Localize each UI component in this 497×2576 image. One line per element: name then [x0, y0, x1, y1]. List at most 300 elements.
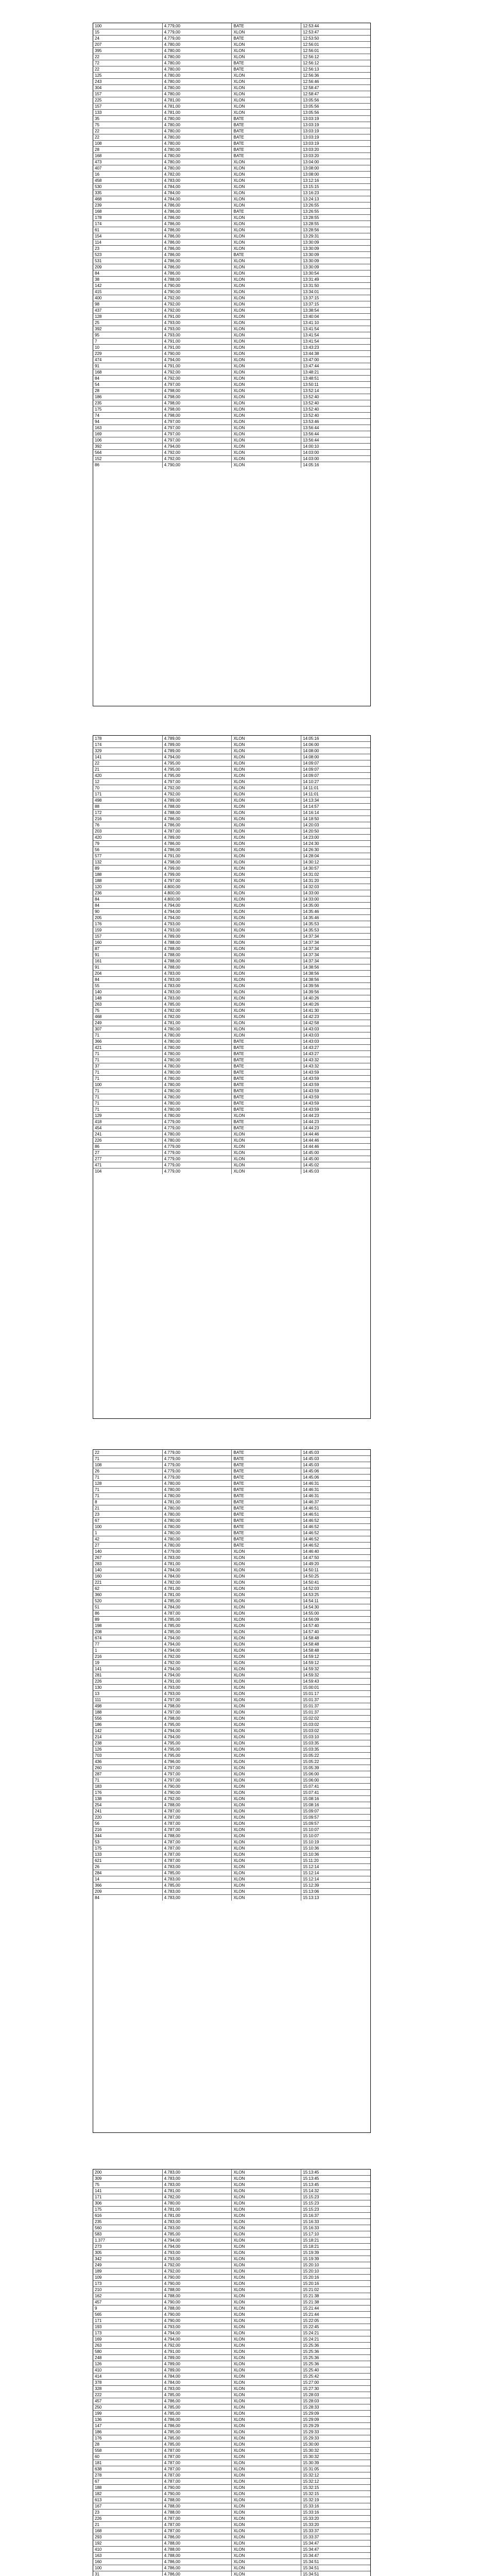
trade-time: 13:03:19 [301, 141, 370, 147]
trade-time: 13:26:55 [301, 209, 370, 215]
table-row [93, 1032, 370, 1039]
trade-venue: XLON [232, 2398, 301, 2404]
trade-venue: BATE [232, 209, 301, 215]
trade-price: 4.794,00 [162, 1666, 232, 1672]
trade-time: 15:09:57 [301, 1815, 370, 1821]
trade-time: 14:43:59 [301, 1088, 370, 1094]
trade-time: 14:37:34 [301, 934, 370, 940]
trade-quantity: 281 [93, 1672, 162, 1679]
trade-quantity: 13 [93, 1691, 162, 1697]
trade-quantity: 188 [93, 2485, 162, 2491]
trade-time: 15:12:39 [301, 1883, 370, 1889]
table-row [93, 995, 370, 1002]
trade-quantity: 342 [93, 2256, 162, 2262]
table-row [93, 2386, 370, 2392]
trade-quantity: 24 [93, 36, 162, 42]
trade-venue: XLON [232, 989, 301, 995]
trade-quantity: 174 [93, 221, 162, 227]
trade-time: 13:38:54 [301, 308, 370, 314]
trade-price: 4.785,00 [162, 1598, 232, 1604]
table-row [93, 1845, 370, 1852]
trade-time: 15:18:21 [301, 2238, 370, 2244]
table-row [93, 1672, 370, 1679]
trade-price: 4.797,00 [162, 1765, 232, 1771]
trade-venue: BATE [232, 116, 301, 122]
trade-time: 13:30:54 [301, 270, 370, 277]
trade-price: 4.793,00 [162, 2324, 232, 2330]
trade-time: 13:52:40 [301, 400, 370, 406]
trade-price: 4.789,00 [162, 748, 232, 754]
trade-price: 4.783,00 [162, 989, 232, 995]
table-row [93, 308, 370, 314]
table-row [93, 2330, 370, 2336]
trade-time: 13:30:09 [301, 246, 370, 252]
trade-time: 14:45:06 [301, 1475, 370, 1481]
trade-venue: XLON [232, 2275, 301, 2281]
trade-venue: XLON [232, 345, 301, 351]
trade-price: 4.785,00 [162, 1623, 232, 1629]
trade-time: 14:44:23 [301, 1113, 370, 1119]
trade-venue: XLON [232, 903, 301, 909]
trade-price: 4.786,00 [162, 227, 232, 233]
table-row [93, 29, 370, 36]
table-row [93, 1654, 370, 1660]
trade-time: 12:56:36 [301, 73, 370, 79]
trade-price: 4.798,00 [162, 1716, 232, 1722]
trade-time: 15:10:07 [301, 1827, 370, 1833]
trade-price: 4.800,00 [162, 884, 232, 890]
trade-venue: XLON [232, 1895, 301, 1901]
trade-quantity: 209 [93, 264, 162, 270]
trade-venue: BATE [232, 1518, 301, 1524]
trade-time: 15:17:10 [301, 2231, 370, 2238]
table-row [93, 172, 370, 178]
trade-quantity: 55 [93, 983, 162, 989]
trade-venue: XLON [232, 2380, 301, 2386]
trade-quantity: 71 [93, 1051, 162, 1057]
trade-quantity: 392 [93, 444, 162, 450]
trade-quantity: 100 [93, 23, 162, 29]
trade-quantity: 147 [93, 2423, 162, 2429]
table-row [93, 326, 370, 332]
trade-quantity: 15 [93, 29, 162, 36]
trade-quantity: 56 [93, 1821, 162, 1827]
table-row [93, 2299, 370, 2306]
trade-quantity: 558 [93, 2448, 162, 2454]
trade-price: 4.782,00 [162, 1008, 232, 1014]
trade-venue: XLON [232, 977, 301, 983]
trade-quantity: 84 [93, 270, 162, 277]
trade-price: 4.780,00 [162, 48, 232, 54]
trade-venue: BATE [232, 1057, 301, 1063]
trade-quantity: 71 [93, 1070, 162, 1076]
table-row [93, 1555, 370, 1561]
table-row [93, 1026, 370, 1032]
trade-time: 15:21:38 [301, 2293, 370, 2299]
trade-venue: XLON [232, 1623, 301, 1629]
table-row [93, 2207, 370, 2213]
trade-price: 4.780,00 [162, 1493, 232, 1499]
table-row [93, 983, 370, 989]
trade-venue: XLON [232, 419, 301, 425]
table-row [93, 382, 370, 388]
trade-quantity: 188 [93, 1709, 162, 1716]
trade-quantity: 98 [93, 301, 162, 308]
trade-time: 15:25:42 [301, 2374, 370, 2380]
trade-quantity: 128 [93, 1481, 162, 1487]
trade-time: 15:10:36 [301, 1852, 370, 1858]
trade-venue: XLON [232, 79, 301, 85]
trade-venue: XLON [232, 934, 301, 940]
trade-price: 4.783,00 [162, 2170, 232, 2176]
trade-venue: BATE [232, 60, 301, 66]
trade-quantity: 188 [93, 872, 162, 878]
trade-time: 14:38:56 [301, 964, 370, 971]
trade-price: 4.780,00 [162, 134, 232, 141]
table-row [93, 369, 370, 376]
trade-price: 4.799,00 [162, 872, 232, 878]
trade-price: 4.779,00 [162, 1125, 232, 1131]
trade-venue: XLON [232, 2194, 301, 2200]
table-row [93, 1450, 370, 1456]
table-row [93, 2485, 370, 2491]
table-row [93, 2466, 370, 2472]
table-row [93, 277, 370, 283]
trade-quantity: 457 [93, 2398, 162, 2404]
trade-quantity: 51 [93, 1604, 162, 1611]
trade-price: 4.779,00 [162, 1144, 232, 1150]
trade-venue: XLON [232, 1648, 301, 1654]
trade-price: 4.792,00 [162, 2262, 232, 2268]
trade-quantity: 216 [93, 1827, 162, 1833]
trade-venue: XLON [232, 1790, 301, 1796]
trade-quantity: 176 [93, 1790, 162, 1796]
trade-price: 4.791,00 [162, 363, 232, 369]
trade-time: 15:02:02 [301, 1716, 370, 1722]
trade-venue: XLON [232, 884, 301, 890]
table-row [93, 872, 370, 878]
table-row [93, 921, 370, 927]
trade-quantity: 378 [93, 2380, 162, 2386]
trade-venue: XLON [232, 1747, 301, 1753]
trade-price: 4.787,00 [162, 1815, 232, 1821]
table-row [93, 2559, 370, 2565]
trade-quantity: 560 [93, 2225, 162, 2231]
trade-price: 4.786,00 [162, 2423, 232, 2429]
trade-quantity: 84 [93, 903, 162, 909]
trade-time: 13:52:40 [301, 406, 370, 413]
trade-time: 15:13:06 [301, 1889, 370, 1895]
trade-price: 4.784,00 [162, 1567, 232, 1573]
trade-venue: XLON [232, 2417, 301, 2423]
trade-quantity: 109 [93, 2275, 162, 2281]
trade-venue: XLON [232, 816, 301, 822]
table-row [93, 1051, 370, 1057]
trade-quantity: 84 [93, 376, 162, 382]
trade-venue: XLON [232, 450, 301, 456]
trade-quantity: 229 [93, 351, 162, 357]
trade-venue: XLON [232, 1876, 301, 1883]
trade-time: 14:54:30 [301, 1604, 370, 1611]
trade-time: 14:11:01 [301, 791, 370, 798]
trade-time: 15:22:45 [301, 2324, 370, 2330]
trade-quantity: 91 [93, 363, 162, 369]
trade-venue: XLON [232, 1728, 301, 1734]
trade-quantity: 84 [93, 977, 162, 983]
trade-time: 14:33:00 [301, 890, 370, 896]
table-row [93, 2213, 370, 2219]
trade-venue: XLON [232, 1796, 301, 1802]
trade-quantity: 565 [93, 2312, 162, 2318]
trade-quantity: 141 [93, 2188, 162, 2194]
table-row [93, 1629, 370, 1635]
trade-quantity: 198 [93, 1623, 162, 1629]
trade-time: 14:09:07 [301, 773, 370, 779]
trade-venue: XLON [232, 462, 301, 468]
trade-price: 4.786,00 [162, 209, 232, 215]
table-row [93, 79, 370, 85]
trade-price: 4.786,00 [162, 822, 232, 828]
trade-time: 14:35:46 [301, 909, 370, 915]
trade-quantity: 157 [93, 104, 162, 110]
trade-venue: XLON [232, 1611, 301, 1617]
trade-quantity: 14 [93, 1876, 162, 1883]
trade-time: 15:01:37 [301, 1703, 370, 1709]
trade-price: 4.791,00 [162, 345, 232, 351]
table-row [93, 804, 370, 810]
trade-time: 13:04:00 [301, 159, 370, 165]
table-row [93, 252, 370, 258]
trade-venue: XLON [232, 400, 301, 406]
table-row [93, 890, 370, 896]
trade-price: 4.788,00 [162, 964, 232, 971]
trade-price: 4.790,00 [162, 1790, 232, 1796]
trade-venue: XLON [232, 853, 301, 859]
table-row [93, 202, 370, 209]
trade-venue: XLON [232, 388, 301, 394]
trade-time: 15:21:44 [301, 2306, 370, 2312]
trade-venue: BATE [232, 36, 301, 42]
table-row [93, 1641, 370, 1648]
trade-time: 14:43:59 [301, 1070, 370, 1076]
table-row [93, 320, 370, 326]
trade-price: 4.787,00 [162, 1845, 232, 1852]
trade-venue: XLON [232, 2392, 301, 2398]
trade-venue: XLON [232, 2299, 301, 2306]
trade-venue: XLON [232, 91, 301, 97]
trade-price: 4.781,00 [162, 97, 232, 104]
table-row [93, 431, 370, 437]
trade-time: 13:28:55 [301, 215, 370, 221]
trade-venue: XLON [232, 1858, 301, 1864]
trade-quantity: 154 [93, 233, 162, 240]
trade-time: 13:41:54 [301, 326, 370, 332]
trade-venue: XLON [232, 2528, 301, 2534]
trade-quantity: 392 [93, 326, 162, 332]
trade-price: 4.792,00 [162, 301, 232, 308]
trade-price: 4.779,00 [162, 36, 232, 42]
table-row [93, 437, 370, 444]
trade-quantity: 136 [93, 2417, 162, 2423]
table-row [93, 1716, 370, 1722]
trade-time: 14:43:27 [301, 1045, 370, 1051]
trade-venue: BATE [232, 1051, 301, 1057]
trade-price: 4.785,00 [162, 1002, 232, 1008]
trade-time: 15:32:12 [301, 2472, 370, 2479]
trade-quantity: 498 [93, 798, 162, 804]
trade-venue: XLON [232, 2188, 301, 2194]
trade-venue: XLON [232, 2571, 301, 2576]
table-row [93, 1008, 370, 1014]
trade-time: 14:59:32 [301, 1672, 370, 1679]
trade-quantity: 437 [93, 308, 162, 314]
trade-venue: BATE [232, 1530, 301, 1536]
trade-venue: BATE [232, 1536, 301, 1543]
trade-quantity: 86 [93, 462, 162, 468]
trade-venue: XLON [232, 233, 301, 240]
trade-quantity: 458 [93, 178, 162, 184]
trade-time: 14:10:27 [301, 779, 370, 785]
trade-price: 4.780,00 [162, 153, 232, 159]
trade-venue: BATE [232, 1094, 301, 1100]
trade-venue: BATE [232, 141, 301, 147]
trade-venue: XLON [232, 2404, 301, 2411]
trade-price: 4.795,00 [162, 1747, 232, 1753]
trade-time: 15:32:15 [301, 2485, 370, 2491]
trade-time: 13:48:51 [301, 376, 370, 382]
trade-time: 15:21:44 [301, 2312, 370, 2318]
trade-price: 4.784,00 [162, 184, 232, 190]
trade-venue: XLON [232, 221, 301, 227]
trade-price: 4.788,00 [162, 2540, 232, 2547]
trade-time: 15:13:45 [301, 2170, 370, 2176]
trade-time: 15:34:51 [301, 2559, 370, 2565]
trade-quantity: 171 [93, 2194, 162, 2200]
trade-venue: BATE [232, 1499, 301, 1505]
table-row [93, 66, 370, 73]
trade-venue: XLON [232, 2367, 301, 2374]
table-row [93, 1505, 370, 1512]
table-row [93, 2479, 370, 2485]
table-row [93, 785, 370, 791]
trade-time: 14:38:56 [301, 977, 370, 983]
table-row [93, 884, 370, 890]
trade-price: 4.790,00 [162, 2281, 232, 2287]
table-row [93, 141, 370, 147]
trade-price: 4.786,00 [162, 215, 232, 221]
trade-time: 14:28:04 [301, 853, 370, 859]
trade-venue: XLON [232, 363, 301, 369]
trade-quantity: 28 [93, 147, 162, 153]
trade-price: 4.787,00 [162, 1611, 232, 1617]
trade-time: 13:30:09 [301, 264, 370, 270]
trade-quantity: 162 [93, 2293, 162, 2299]
trade-venue: XLON [232, 2522, 301, 2528]
trade-time: 14:58:48 [301, 1635, 370, 1641]
trade-time: 14:43:59 [301, 1100, 370, 1107]
trade-time: 12:56:46 [301, 79, 370, 85]
trade-quantity: 278 [93, 2472, 162, 2479]
table-row [93, 60, 370, 66]
trade-venue: XLON [232, 326, 301, 332]
trade-quantity: 306 [93, 2200, 162, 2207]
trade-price: 4.783,00 [162, 2386, 232, 2392]
trade-venue: XLON [232, 1703, 301, 1709]
table-row [93, 388, 370, 394]
trade-price: 4.790,00 [162, 2299, 232, 2306]
trade-time: 14:59:12 [301, 1654, 370, 1660]
trade-price: 4.795,00 [162, 1722, 232, 1728]
trade-price: 4.794,00 [162, 444, 232, 450]
trade-time: 15:33:16 [301, 2510, 370, 2516]
table-row [93, 2281, 370, 2287]
table-row [93, 810, 370, 816]
table-row [93, 2349, 370, 2355]
trade-price: 4.798,00 [162, 413, 232, 419]
trade-time: 15:09:07 [301, 1808, 370, 1815]
table-row [93, 1045, 370, 1051]
trade-venue: XLON [232, 2429, 301, 2435]
trade-quantity: 283 [93, 1561, 162, 1567]
trade-venue: XLON [232, 915, 301, 921]
table-row [93, 1561, 370, 1567]
trade-quantity: 140 [93, 1567, 162, 1573]
trade-quantity: 220 [93, 1815, 162, 1821]
trade-venue: XLON [232, 2238, 301, 2244]
trade-price: 4.780,00 [162, 1131, 232, 1138]
table-row [93, 1580, 370, 1586]
trade-quantity: 163 [93, 2553, 162, 2559]
trade-price: 4.797,00 [162, 431, 232, 437]
trade-quantity: 421 [93, 1045, 162, 1051]
trade-price: 4.780,00 [162, 1032, 232, 1039]
table-row [93, 1728, 370, 1734]
trade-quantity: 175 [93, 2207, 162, 2213]
trade-price: 4.791,00 [162, 853, 232, 859]
trade-venue: XLON [232, 1635, 301, 1641]
trade-quantity: 178 [93, 736, 162, 742]
trade-quantity: 580 [93, 2349, 162, 2355]
trade-price: 4.783,00 [162, 2225, 232, 2231]
table-row [93, 314, 370, 320]
trade-time: 15:25:36 [301, 2355, 370, 2361]
trade-venue: XLON [232, 1008, 301, 1014]
trade-time: 13:03:19 [301, 128, 370, 134]
trade-venue: BATE [232, 1450, 301, 1456]
trade-quantity: 171 [93, 2318, 162, 2324]
table-row [93, 1119, 370, 1125]
trade-price: 4.785,00 [162, 1617, 232, 1623]
trade-price: 4.787,00 [162, 1852, 232, 1858]
trade-price: 4.800,00 [162, 896, 232, 903]
table-row [93, 2182, 370, 2188]
trade-price: 4.785,00 [162, 2231, 232, 2238]
table-row [93, 2540, 370, 2547]
trade-time: 14:46:40 [301, 1549, 370, 1555]
trade-time: 14:40:26 [301, 995, 370, 1002]
trade-quantity: 71 [93, 1493, 162, 1499]
trade-price: 4.783,00 [162, 971, 232, 977]
trade-price: 4.779,00 [162, 1450, 232, 1456]
trade-time: 14:13:34 [301, 798, 370, 804]
trade-price: 4.792,00 [162, 456, 232, 462]
trade-venue: XLON [232, 2516, 301, 2522]
table-row [93, 940, 370, 946]
trade-price: 4.779,00 [162, 29, 232, 36]
table-row [93, 1876, 370, 1883]
trade-quantity: 203 [93, 828, 162, 835]
trade-venue: XLON [232, 1889, 301, 1895]
